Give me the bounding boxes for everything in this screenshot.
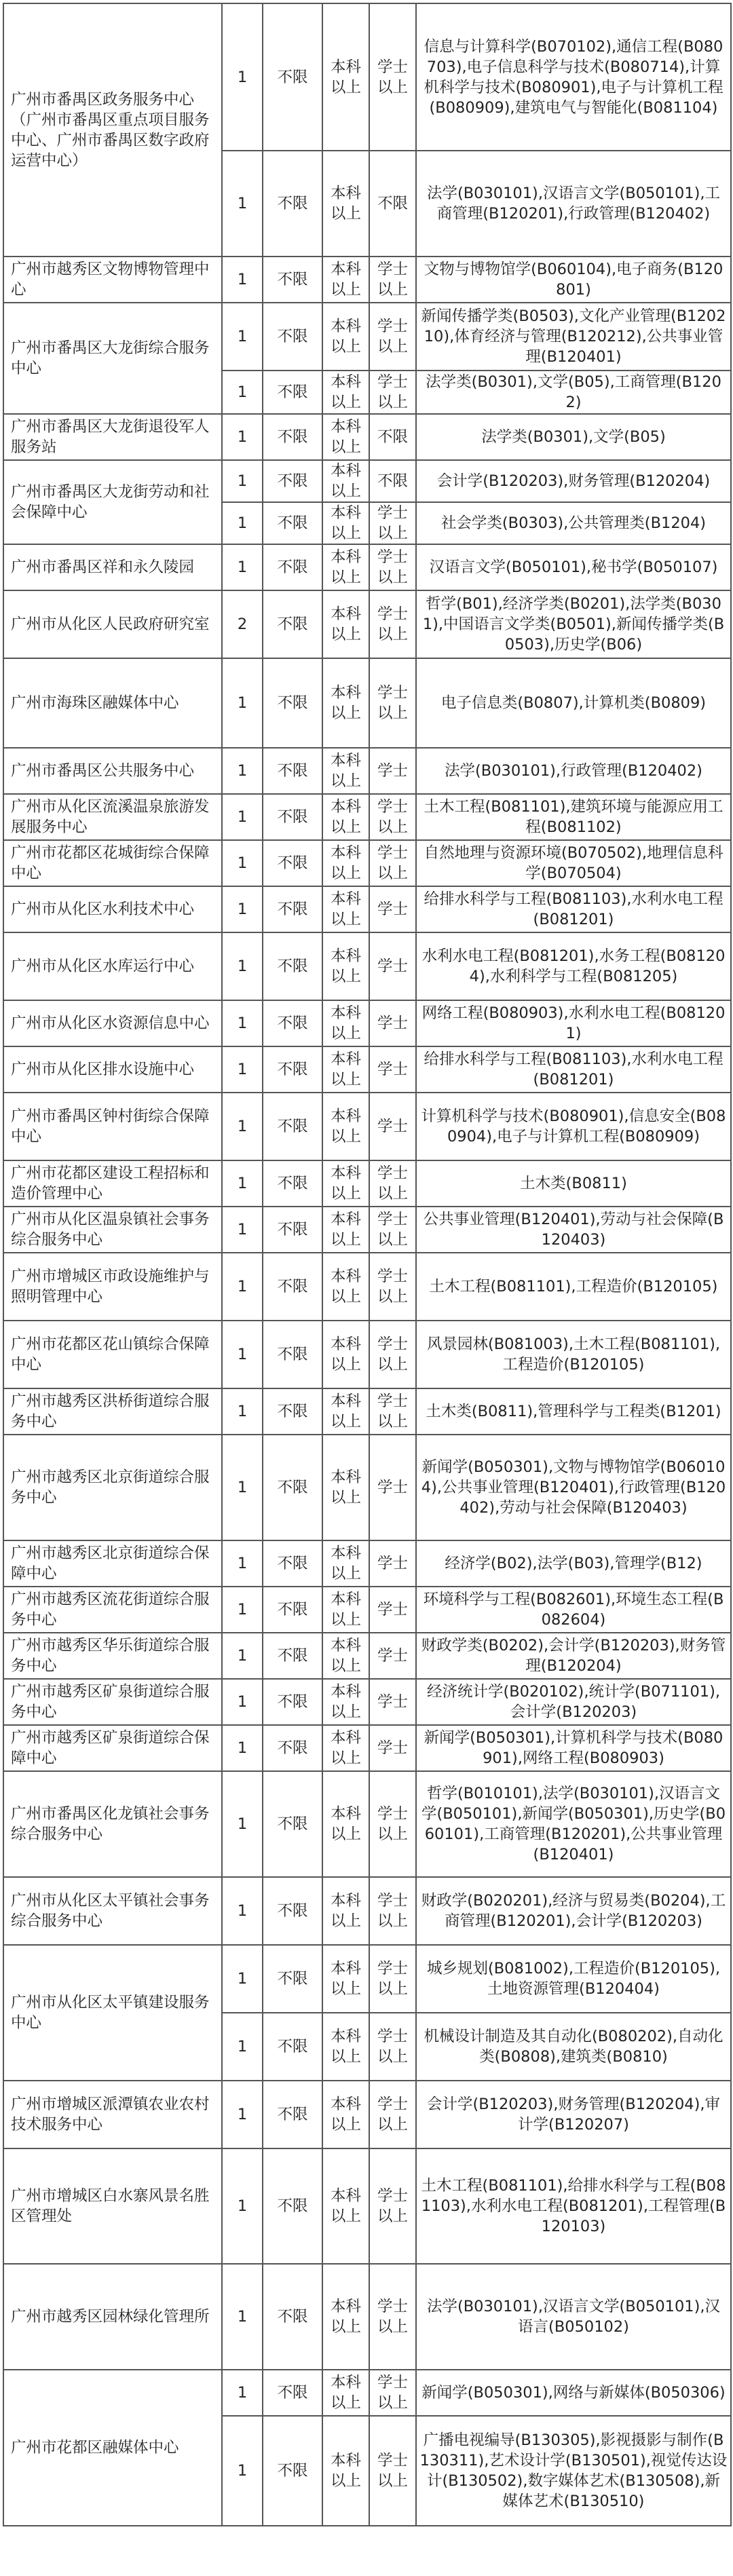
major-requirement-cell: 法学类(B0301),文学(B05) <box>416 414 731 460</box>
degree-cell: 不限 <box>369 460 416 502</box>
unit-name-cell: 广州市海珠区融媒体中心 <box>3 658 222 748</box>
age-cell: 不限 <box>263 2370 322 2416</box>
headcount-cell: 1 <box>222 794 263 840</box>
education-cell: 本科以上 <box>322 502 369 544</box>
education-cell: 本科以上 <box>322 748 369 794</box>
unit-name-cell: 广州市增城区市政设施维护与照明管理中心 <box>3 1253 222 1321</box>
headcount-cell: 1 <box>222 1877 263 1945</box>
headcount-cell: 1 <box>222 1160 263 1207</box>
education-cell: 本科以上 <box>322 303 369 371</box>
education-cell: 本科以上 <box>322 1540 369 1587</box>
major-requirement-cell: 法学(B030101),行政管理(B120402) <box>416 748 731 794</box>
table-row <box>3 2148 731 2264</box>
education-cell: 本科以上 <box>322 1253 369 1321</box>
table-row <box>3 1253 731 1321</box>
unit-name-cell: 广州市增城区派潭镇农业农村技术服务中心 <box>3 2081 222 2148</box>
table-row <box>3 794 731 840</box>
table-row <box>3 932 731 1000</box>
headcount-cell: 1 <box>222 2013 263 2081</box>
major-requirement-cell: 土木工程(B081101),给排水科学与工程(B081103),水利水电工程(B081201),工程管理(B120103) <box>416 2148 731 2264</box>
table-row <box>3 886 731 932</box>
headcount-cell: 1 <box>222 1587 263 1633</box>
age-cell: 不限 <box>263 932 322 1000</box>
education-cell: 本科以上 <box>322 2416 369 2526</box>
age-cell: 不限 <box>263 1435 322 1540</box>
degree-cell: 学士以上 <box>369 1253 416 1321</box>
table-row <box>3 1388 731 1435</box>
table-row <box>3 1540 731 1587</box>
headcount-cell: 1 <box>222 1633 263 1679</box>
degree-cell: 学士以上 <box>369 2013 416 2081</box>
education-cell: 本科以上 <box>322 1435 369 1540</box>
degree-cell: 学士 <box>369 886 416 932</box>
headcount-cell: 1 <box>222 658 263 748</box>
education-cell: 本科以上 <box>322 460 369 502</box>
unit-name-cell: 广州市从化区水库运行中心 <box>3 932 222 1000</box>
education-cell: 本科以上 <box>322 1725 369 1771</box>
education-cell: 本科以上 <box>322 1771 369 1877</box>
unit-name-cell: 广州市越秀区华乐街道综合服务中心 <box>3 1633 222 1679</box>
table-row <box>3 303 731 371</box>
major-requirement-cell: 新闻学(B050301),网络与新媒体(B050306) <box>416 2370 731 2416</box>
major-requirement-cell: 汉语言文学(B050101),秘书学(B050107) <box>416 544 731 590</box>
unit-name-cell: 广州市越秀区园林绿化管理所 <box>3 2264 222 2370</box>
degree-cell: 学士以上 <box>369 2370 416 2416</box>
age-cell: 不限 <box>263 886 322 932</box>
headcount-cell: 1 <box>222 460 263 502</box>
degree-cell: 不限 <box>369 151 416 257</box>
degree-cell: 学士以上 <box>369 794 416 840</box>
education-cell: 本科以上 <box>322 794 369 840</box>
headcount-cell: 1 <box>222 932 263 1000</box>
table-row <box>3 1633 731 1679</box>
major-requirement-cell: 新闻传播学类(B0503),文化产业管理(B120210),体育经济与管理(B120212),公共事业管理(B120401) <box>416 303 731 371</box>
headcount-cell: 1 <box>222 151 263 257</box>
position-table-body <box>3 3 731 2526</box>
degree-cell: 学士 <box>369 1540 416 1587</box>
unit-name-cell: 广州市番禺区大龙街劳动和社会保障中心 <box>3 460 222 544</box>
major-requirement-cell: 土木类(B0811) <box>416 1160 731 1207</box>
headcount-cell: 1 <box>222 371 263 414</box>
age-cell: 不限 <box>263 257 322 303</box>
education-cell: 本科以上 <box>322 2148 369 2264</box>
major-requirement-cell: 新闻学(B050301),文物与博物馆学(B060104),公共事业管理(B120401),行政管理(B120402),劳动与社会保障(B120403) <box>416 1435 731 1540</box>
degree-cell: 学士以上 <box>369 1771 416 1877</box>
education-cell: 本科以上 <box>322 2370 369 2416</box>
unit-name-cell: 广州市番禺区化龙镇社会事务综合服务中心 <box>3 1771 222 1877</box>
headcount-cell: 1 <box>222 1771 263 1877</box>
headcount-cell: 2 <box>222 590 263 658</box>
table-row <box>3 1435 731 1540</box>
major-requirement-cell: 会计学(B120203),财务管理(B120204),审计学(B120207) <box>416 2081 731 2148</box>
degree-cell: 学士以上 <box>369 3 416 151</box>
age-cell: 不限 <box>263 1679 322 1725</box>
education-cell: 本科以上 <box>322 151 369 257</box>
table-row <box>3 2264 731 2370</box>
age-cell: 不限 <box>263 2264 322 2370</box>
education-cell: 本科以上 <box>322 1207 369 1253</box>
headcount-cell: 1 <box>222 886 263 932</box>
unit-name-cell: 广州市花都区建设工程招标和造价管理中心 <box>3 1160 222 1207</box>
major-requirement-cell: 土木类(B0811),管理科学与工程类(B1201) <box>416 1388 731 1435</box>
table-row <box>3 1877 731 1945</box>
major-requirement-cell: 水利水电工程(B081201),水务工程(B081204),水利科学与工程(B081205) <box>416 932 731 1000</box>
headcount-cell: 1 <box>222 1093 263 1160</box>
degree-cell: 学士以上 <box>369 1160 416 1207</box>
age-cell: 不限 <box>263 1046 322 1093</box>
unit-name-cell: 广州市番禺区大龙街综合服务中心 <box>3 303 222 414</box>
degree-cell: 学士以上 <box>369 2416 416 2526</box>
age-cell: 不限 <box>263 1253 322 1321</box>
table-row <box>3 840 731 886</box>
education-cell: 本科以上 <box>322 544 369 590</box>
age-cell: 不限 <box>263 303 322 371</box>
age-cell: 不限 <box>263 371 322 414</box>
unit-name-cell: 广州市越秀区北京街道综合服务中心 <box>3 1435 222 1540</box>
headcount-cell: 1 <box>222 2081 263 2148</box>
age-cell: 不限 <box>263 1160 322 1207</box>
table-row <box>3 658 731 748</box>
degree-cell: 学士 <box>369 748 416 794</box>
degree-cell: 学士 <box>369 932 416 1000</box>
table-row <box>3 544 731 590</box>
education-cell: 本科以上 <box>322 414 369 460</box>
education-cell: 本科以上 <box>322 1000 369 1046</box>
major-requirement-cell: 法学(B030101),汉语言文学(B050101),汉语言(B050102) <box>416 2264 731 2370</box>
education-cell: 本科以上 <box>322 3 369 151</box>
age-cell: 不限 <box>263 1771 322 1877</box>
age-cell: 不限 <box>263 544 322 590</box>
education-cell: 本科以上 <box>322 932 369 1000</box>
unit-name-cell: 广州市越秀区洪桥街道综合服务中心 <box>3 1388 222 1435</box>
age-cell: 不限 <box>263 840 322 886</box>
age-cell: 不限 <box>263 1725 322 1771</box>
education-cell: 本科以上 <box>322 371 369 414</box>
degree-cell: 学士以上 <box>369 2081 416 2148</box>
education-cell: 本科以上 <box>322 1679 369 1725</box>
major-requirement-cell: 经济学(B02),法学(B03),管理学(B12) <box>416 1540 731 1587</box>
major-requirement-cell: 财政学(B020201),经济与贸易类(B0204),工商管理(B120201),会计学(B120203) <box>416 1877 731 1945</box>
major-requirement-cell: 广播电视编导(B130305),影视摄影与制作(B130311),艺术设计学(B130501),视觉传达设计(B130502),数字媒体艺术(B130508),新媒体艺术(B130510) <box>416 2416 731 2526</box>
table-row <box>3 1725 731 1771</box>
degree-cell: 学士 <box>369 1435 416 1540</box>
degree-cell: 学士 <box>369 1046 416 1093</box>
table-row <box>3 590 731 658</box>
degree-cell: 学士以上 <box>369 371 416 414</box>
age-cell: 不限 <box>263 3 322 151</box>
age-cell: 不限 <box>263 2148 322 2264</box>
age-cell: 不限 <box>263 794 322 840</box>
unit-name-cell: 广州市番禺区祥和永久陵园 <box>3 544 222 590</box>
unit-name-cell: 广州市越秀区北京街道综合保障中心 <box>3 1540 222 1587</box>
major-requirement-cell: 哲学(B010101),法学(B030101),汉语言文学(B050101),新闻学(B050301),历史学(B060101),工商管理(B120201),公共事业管理(B120401) <box>416 1771 731 1877</box>
unit-name-cell: 广州市番禺区钟村街综合保障中心 <box>3 1093 222 1160</box>
degree-cell: 学士以上 <box>369 658 416 748</box>
age-cell: 不限 <box>263 1540 322 1587</box>
unit-name-cell: 广州市从化区流溪温泉旅游发展服务中心 <box>3 794 222 840</box>
age-cell: 不限 <box>263 1587 322 1633</box>
headcount-cell: 1 <box>222 2416 263 2526</box>
degree-cell: 学士 <box>369 1587 416 1633</box>
age-cell: 不限 <box>263 502 322 544</box>
unit-name-cell: 广州市花都区花山镇综合保障中心 <box>3 1321 222 1388</box>
table-row <box>3 1046 731 1093</box>
education-cell: 本科以上 <box>322 658 369 748</box>
major-requirement-cell: 新闻学(B050301),计算机科学与技术(B080901),网络工程(B080903) <box>416 1725 731 1771</box>
unit-name-cell: 广州市从化区水资源信息中心 <box>3 1000 222 1046</box>
unit-name-cell: 广州市从化区人民政府研究室 <box>3 590 222 658</box>
degree-cell: 学士以上 <box>369 840 416 886</box>
headcount-cell: 1 <box>222 1725 263 1771</box>
degree-cell: 学士以上 <box>369 544 416 590</box>
major-requirement-cell: 自然地理与资源环境(B070502),地理信息科学(B070504) <box>416 840 731 886</box>
major-requirement-cell: 机械设计制造及其自动化(B080202),自动化类(B0808),建筑类(B0810) <box>416 2013 731 2081</box>
age-cell: 不限 <box>263 748 322 794</box>
education-cell: 本科以上 <box>322 2013 369 2081</box>
age-cell: 不限 <box>263 151 322 257</box>
degree-cell: 学士 <box>369 1725 416 1771</box>
education-cell: 本科以上 <box>322 1160 369 1207</box>
major-requirement-cell: 电子信息类(B0807),计算机类(B0809) <box>416 658 731 748</box>
table-row <box>3 1321 731 1388</box>
age-cell: 不限 <box>263 414 322 460</box>
headcount-cell: 1 <box>222 3 263 151</box>
degree-cell: 学士以上 <box>369 1207 416 1253</box>
education-cell: 本科以上 <box>322 1321 369 1388</box>
unit-name-cell: 广州市增城区白水寨风景名胜区管理处 <box>3 2148 222 2264</box>
age-cell: 不限 <box>263 1093 322 1160</box>
headcount-cell: 1 <box>222 2148 263 2264</box>
table-row <box>3 1771 731 1877</box>
table-row <box>3 1945 731 2013</box>
unit-name-cell: 广州市番禺区政务服务中心（广州市番禺区重点项目服务中心、广州市番禺区数字政府运营中心） <box>3 3 222 257</box>
education-cell: 本科以上 <box>322 1388 369 1435</box>
table-row <box>3 1160 731 1207</box>
headcount-cell: 1 <box>222 840 263 886</box>
age-cell: 不限 <box>263 1000 322 1046</box>
headcount-cell: 1 <box>222 1000 263 1046</box>
degree-cell: 学士以上 <box>369 1877 416 1945</box>
degree-cell: 学士以上 <box>369 257 416 303</box>
education-cell: 本科以上 <box>322 1587 369 1633</box>
table-row <box>3 1093 731 1160</box>
major-requirement-cell: 土木工程(B081101),工程造价(B120105) <box>416 1253 731 1321</box>
major-requirement-cell: 法学类(B0301),文学(B05),工商管理(B1202) <box>416 371 731 414</box>
degree-cell: 学士以上 <box>369 303 416 371</box>
table-row <box>3 2370 731 2416</box>
major-requirement-cell: 法学(B030101),汉语言文学(B050101),工商管理(B120201),行政管理(B120402) <box>416 151 731 257</box>
major-requirement-cell: 网络工程(B080903),水利水电工程(B081201) <box>416 1000 731 1046</box>
headcount-cell: 1 <box>222 414 263 460</box>
headcount-cell: 1 <box>222 748 263 794</box>
table-row <box>3 1207 731 1253</box>
degree-cell: 学士 <box>369 1633 416 1679</box>
unit-name-cell: 广州市从化区排水设施中心 <box>3 1046 222 1093</box>
major-requirement-cell: 会计学(B120203),财务管理(B120204) <box>416 460 731 502</box>
table-row <box>3 1679 731 1725</box>
headcount-cell: 1 <box>222 1207 263 1253</box>
education-cell: 本科以上 <box>322 1945 369 2013</box>
major-requirement-cell: 城乡规划(B081002),工程造价(B120105),土地资源管理(B120404) <box>416 1945 731 2013</box>
education-cell: 本科以上 <box>322 1633 369 1679</box>
major-requirement-cell: 风景园林(B081003),土木工程(B081101),工程造价(B120105) <box>416 1321 731 1388</box>
unit-name-cell: 广州市花都区融媒体中心 <box>3 2370 222 2526</box>
major-requirement-cell: 财政学类(B0202),会计学(B120203),财务管理(B120204) <box>416 1633 731 1679</box>
degree-cell: 学士以上 <box>369 2148 416 2264</box>
major-requirement-cell: 公共事业管理(B120401),劳动与社会保障(B120403) <box>416 1207 731 1253</box>
education-cell: 本科以上 <box>322 2081 369 2148</box>
table-row <box>3 748 731 794</box>
headcount-cell: 1 <box>222 1540 263 1587</box>
unit-name-cell: 广州市越秀区矿泉街道综合服务中心 <box>3 1679 222 1725</box>
headcount-cell: 1 <box>222 1388 263 1435</box>
headcount-cell: 1 <box>222 1945 263 2013</box>
table-row <box>3 2081 731 2148</box>
major-requirement-cell: 土木工程(B081101),建筑环境与能源应用工程(B081102) <box>416 794 731 840</box>
age-cell: 不限 <box>263 460 322 502</box>
major-requirement-cell: 经济统计学(B020102),统计学(B071101),会计学(B120203) <box>416 1679 731 1725</box>
table-row <box>3 414 731 460</box>
degree-cell: 学士以上 <box>369 1321 416 1388</box>
table-row <box>3 3 731 151</box>
table-row <box>3 1587 731 1633</box>
headcount-cell: 1 <box>222 1679 263 1725</box>
major-requirement-cell: 文物与博物馆学(B060104),电子商务(B120801) <box>416 257 731 303</box>
unit-name-cell: 广州市从化区太平镇建设服务中心 <box>3 1945 222 2081</box>
education-cell: 本科以上 <box>322 257 369 303</box>
headcount-cell: 1 <box>222 1321 263 1388</box>
age-cell: 不限 <box>263 1388 322 1435</box>
age-cell: 不限 <box>263 2013 322 2081</box>
age-cell: 不限 <box>263 2081 322 2148</box>
table-row <box>3 257 731 303</box>
major-requirement-cell: 信息与计算科学(B070102),通信工程(B080703),电子信息科学与技术(B080714),计算机科学与技术(B080901),电子与计算机工程(B080909),建筑电气与智能化(B081104) <box>416 3 731 151</box>
major-requirement-cell: 给排水科学与工程(B081103),水利水电工程(B081201) <box>416 1046 731 1093</box>
headcount-cell: 1 <box>222 2370 263 2416</box>
education-cell: 本科以上 <box>322 1093 369 1160</box>
age-cell: 不限 <box>263 1207 322 1253</box>
education-cell: 本科以上 <box>322 1046 369 1093</box>
age-cell: 不限 <box>263 658 322 748</box>
unit-name-cell: 广州市从化区太平镇社会事务综合服务中心 <box>3 1877 222 1945</box>
education-cell: 本科以上 <box>322 886 369 932</box>
headcount-cell: 1 <box>222 502 263 544</box>
unit-name-cell: 广州市从化区温泉镇社会事务综合服务中心 <box>3 1207 222 1253</box>
headcount-cell: 1 <box>222 2264 263 2370</box>
degree-cell: 学士以上 <box>369 590 416 658</box>
unit-name-cell: 广州市从化区水利技术中心 <box>3 886 222 932</box>
position-table <box>3 3 732 2526</box>
unit-name-cell: 广州市越秀区文物博物管理中心 <box>3 257 222 303</box>
unit-name-cell: 广州市越秀区矿泉街道综合保障中心 <box>3 1725 222 1771</box>
age-cell: 不限 <box>263 1633 322 1679</box>
education-cell: 本科以上 <box>322 840 369 886</box>
education-cell: 本科以上 <box>322 1877 369 1945</box>
major-requirement-cell: 社会学类(B0303),公共管理类(B1204) <box>416 502 731 544</box>
headcount-cell: 1 <box>222 1046 263 1093</box>
education-cell: 本科以上 <box>322 590 369 658</box>
degree-cell: 学士 <box>369 1679 416 1725</box>
degree-cell: 学士以上 <box>369 502 416 544</box>
headcount-cell: 1 <box>222 1435 263 1540</box>
age-cell: 不限 <box>263 1877 322 1945</box>
degree-cell: 学士以上 <box>369 1388 416 1435</box>
table-row <box>3 460 731 502</box>
headcount-cell: 1 <box>222 544 263 590</box>
degree-cell: 学士以上 <box>369 1945 416 2013</box>
headcount-cell: 1 <box>222 257 263 303</box>
major-requirement-cell: 环境科学与工程(B082601),环境生态工程(B082604) <box>416 1587 731 1633</box>
education-cell: 本科以上 <box>322 2264 369 2370</box>
headcount-cell: 1 <box>222 303 263 371</box>
major-requirement-cell: 计算机科学与技术(B080901),信息安全(B080904),电子与计算机工程(B080909) <box>416 1093 731 1160</box>
age-cell: 不限 <box>263 1321 322 1388</box>
age-cell: 不限 <box>263 2416 322 2526</box>
major-requirement-cell: 哲学(B01),经济学类(B0201),法学类(B0301),中国语言文学类(B0501),新闻传播学类(B0503),历史学(B06) <box>416 590 731 658</box>
degree-cell: 不限 <box>369 414 416 460</box>
table-row <box>3 1000 731 1046</box>
age-cell: 不限 <box>263 1945 322 2013</box>
age-cell: 不限 <box>263 590 322 658</box>
degree-cell: 学士以上 <box>369 2264 416 2370</box>
unit-name-cell: 广州市番禺区公共服务中心 <box>3 748 222 794</box>
unit-name-cell: 广州市花都区花城街综合保障中心 <box>3 840 222 886</box>
headcount-cell: 1 <box>222 1253 263 1321</box>
degree-cell: 学士 <box>369 1093 416 1160</box>
unit-name-cell: 广州市越秀区流花街道综合服务中心 <box>3 1587 222 1633</box>
unit-name-cell: 广州市番禺区大龙街退役军人服务站 <box>3 414 222 460</box>
major-requirement-cell: 给排水科学与工程(B081103),水利水电工程(B081201) <box>416 886 731 932</box>
degree-cell: 学士 <box>369 1000 416 1046</box>
